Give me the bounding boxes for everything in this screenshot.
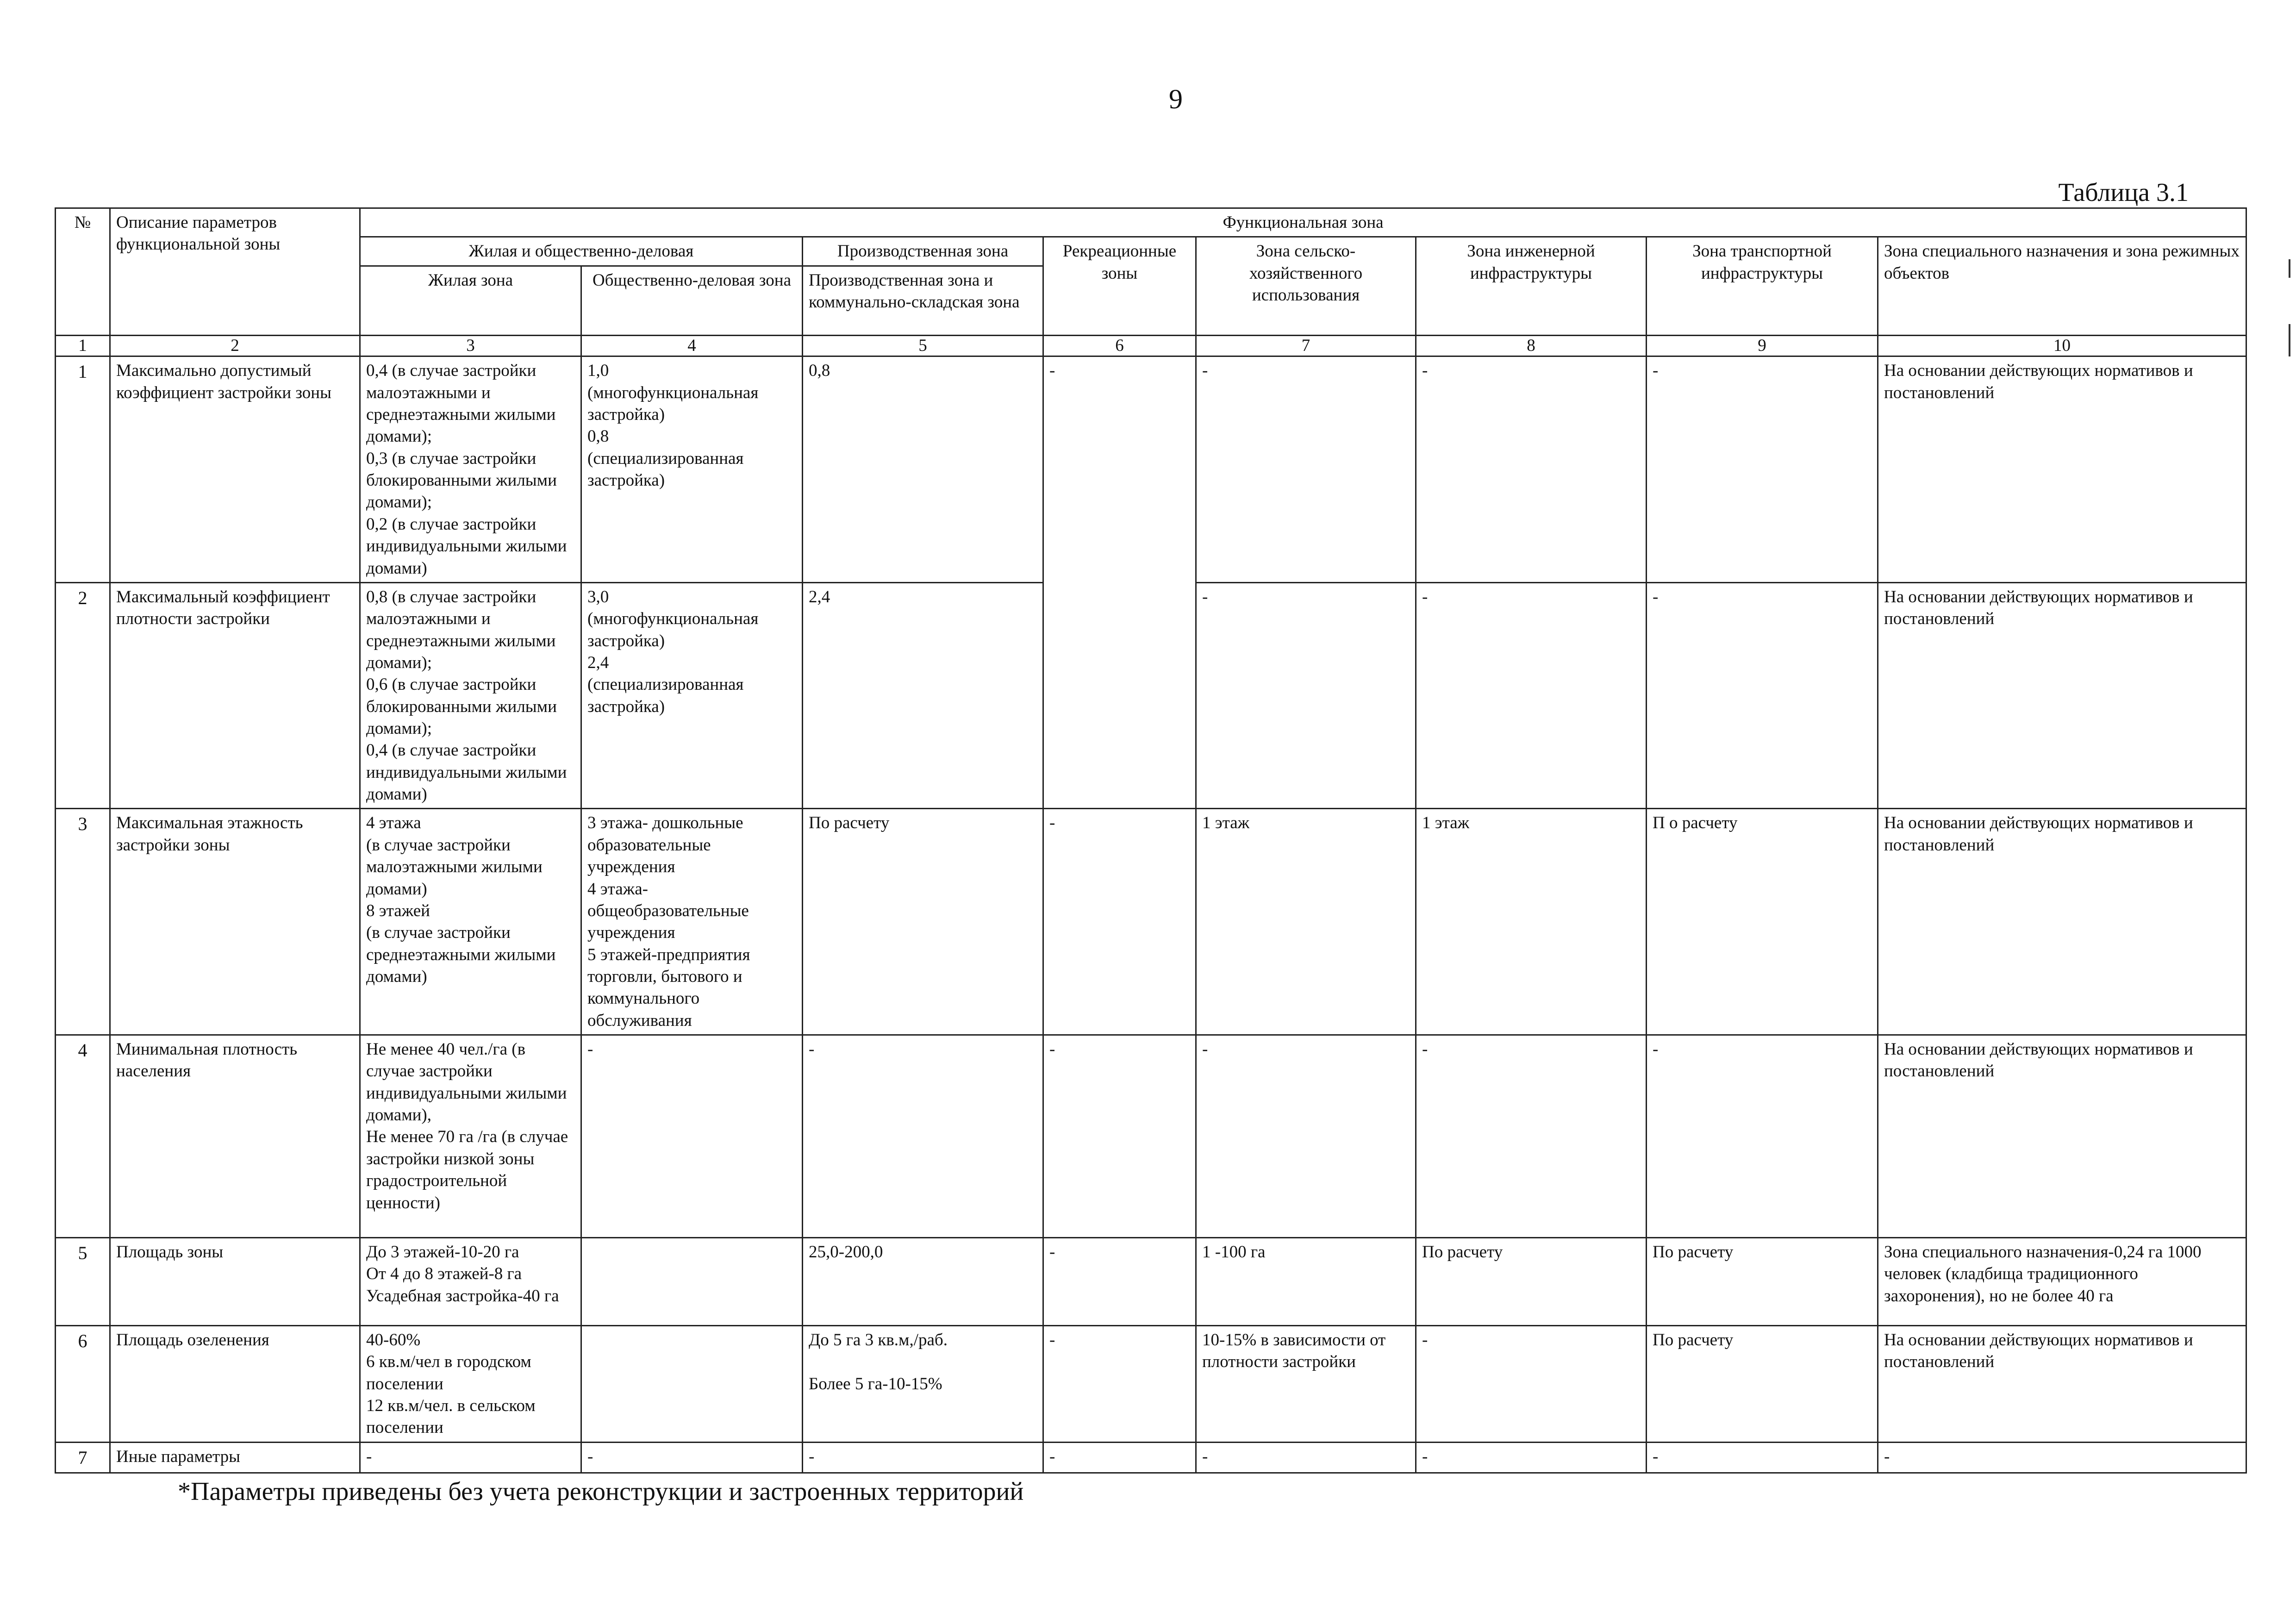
cell-special: На основании действующих нормативов и постановлений	[1878, 1326, 2246, 1443]
cell-transport: -	[1647, 582, 1878, 809]
cell-residential: До 3 этажей-10-20 га От 4 до 8 этажей-8 га Усадебная застройка-40 га	[360, 1238, 581, 1326]
cell-production: -	[803, 1442, 1043, 1473]
cell-transport: -	[1647, 356, 1878, 583]
cell-public-business: -	[581, 1442, 803, 1473]
column-number: 5	[803, 335, 1043, 356]
cell-special: На основании действующих нормативов и постановлений	[1878, 1035, 2246, 1238]
cell-agricultural: 1 -100 га	[1196, 1238, 1416, 1326]
cell-residential: 4 этажа (в случае застройки малоэтажными жилыми домами) 8 этажей (в случае застройки среднеэтажными жилыми домами)	[360, 809, 581, 1035]
column-number: 1	[56, 335, 110, 356]
table-row	[56, 809, 2246, 1035]
cell-engineering: -	[1416, 1326, 1647, 1443]
row-name: Площадь зоны	[110, 1238, 360, 1326]
row-name: Иные параметры	[110, 1442, 360, 1473]
cell-recreation: -	[1043, 1238, 1196, 1326]
cell-public-business	[581, 1238, 803, 1326]
header-transport: Зона транспортной инфраструктуры	[1647, 237, 1878, 335]
table-row	[56, 1442, 2246, 1473]
cell-public-business	[581, 1326, 803, 1443]
cell-production: 25,0-200,0	[803, 1238, 1043, 1326]
cell-residential: Не менее 40 чел./га (в случае застройки индивидуальными жилыми домами), Не менее 70 га /га (в случае застройки низкой зоны градостроительной ценности)	[360, 1035, 581, 1238]
row-number: 4	[56, 1035, 110, 1238]
header-functional-zone: Функциональная зона	[360, 208, 2246, 237]
header-production-group: Производственная зона	[803, 237, 1043, 266]
cell-residential: -	[360, 1442, 581, 1473]
table-caption: Таблица 3.1	[2058, 178, 2189, 207]
column-number: 3	[360, 335, 581, 356]
row-number: 2	[56, 582, 110, 809]
cell-special: На основании действующих нормативов и постановлений	[1878, 809, 2246, 1035]
cell-production: -	[803, 1035, 1043, 1238]
column-number: 2	[110, 335, 360, 356]
header-special: Зона специального назначения и зона режимных объектов	[1878, 237, 2246, 335]
cell-agricultural: -	[1196, 356, 1416, 583]
table-row	[56, 1035, 2246, 1238]
table-row	[56, 356, 2246, 583]
cell-production: До 5 га 3 кв.м,/раб. Более 5 га-10-15%	[803, 1326, 1043, 1443]
cell-agricultural: 10-15% в зависимости от плотности застройки	[1196, 1326, 1416, 1443]
header-engineering: Зона инженерной инфраструктуры	[1416, 237, 1647, 335]
header-residential-business-group: Жилая и общественно-деловая	[360, 237, 803, 266]
row-name: Максимальная этажность застройки зоны	[110, 809, 360, 1035]
cell-engineering: -	[1416, 356, 1647, 583]
cell-recreation: -	[1043, 356, 1196, 809]
cell-production: По расчету	[803, 809, 1043, 1035]
row-number: 3	[56, 809, 110, 1035]
row-number: 7	[56, 1442, 110, 1473]
cell-engineering: -	[1416, 1035, 1647, 1238]
cell-special: На основании действующих нормативов и постановлений	[1878, 582, 2246, 809]
cell-recreation: -	[1043, 809, 1196, 1035]
row-name: Максимально допустимый коэффициент застройки зоны	[110, 356, 360, 583]
cell-residential: 40-60% 6 кв.м/чел в городском поселении 12 кв.м/чел. в сельском поселении	[360, 1326, 581, 1443]
header-agricultural: Зона сельско-хозяйственного использования	[1196, 237, 1416, 335]
header-recreation: Рекреационные зоны	[1043, 237, 1196, 335]
cell-transport: -	[1647, 1442, 1878, 1473]
row-name: Максимальный коэффициент плотности застройки	[110, 582, 360, 809]
cell-residential: 0,8 (в случае застройки малоэтажными и среднеэтажными жилыми домами); 0,6 (в случае застройки блокированными жилыми домами); 0,4 (в случае застройки индивидуальными жилыми домами)	[360, 582, 581, 809]
cell-agricultural: -	[1196, 1442, 1416, 1473]
cell-public-business: 3 этажа- дошкольные образовательные учреждения 4 этажа- общеобразовательные учреждения 5 этажей-предприятия торговли, бытового и коммунального обслуживания	[581, 809, 803, 1035]
column-number: 7	[1196, 335, 1416, 356]
cell-recreation: -	[1043, 1442, 1196, 1473]
header-residential: Жилая зона	[360, 266, 581, 335]
cell-engineering: -	[1416, 582, 1647, 809]
cell-production: 0,8	[803, 356, 1043, 583]
table-row	[56, 1238, 2246, 1326]
header-description: Описание параметров функциональной зоны	[110, 208, 360, 336]
cell-transport: -	[1647, 1035, 1878, 1238]
page-number: 9	[1169, 84, 1183, 114]
scan-margin-mark	[2289, 259, 2290, 278]
cell-public-business: -	[581, 1035, 803, 1238]
cell-residential: 0,4 (в случае застройки малоэтажными и среднеэтажными жилыми домами); 0,3 (в случае застройки блокированными жилыми домами); 0,2 (в случае застройки индивидуальными жилыми домами)	[360, 356, 581, 583]
column-number: 8	[1416, 335, 1647, 356]
column-number: 4	[581, 335, 803, 356]
cell-engineering: -	[1416, 1442, 1647, 1473]
cell-transport: По расчету	[1647, 1238, 1878, 1326]
row-name: Площадь озеленения	[110, 1326, 360, 1443]
cell-public-business: 1,0 (многофункциональная застройка) 0,8 (специализированная застройка)	[581, 356, 803, 583]
footnote: *Параметры приведены без учета реконструкции и застроенных территорий	[178, 1477, 1024, 1506]
cell-special: -	[1878, 1442, 2246, 1473]
column-number: 9	[1647, 335, 1878, 356]
cell-transport: П о расчету	[1647, 809, 1878, 1035]
row-number: 5	[56, 1238, 110, 1326]
column-number: 10	[1878, 335, 2246, 356]
cell-engineering: 1 этаж	[1416, 809, 1647, 1035]
parameters-table	[55, 207, 2247, 1474]
cell-recreation: -	[1043, 1326, 1196, 1443]
row-number: 6	[56, 1326, 110, 1443]
row-number: 1	[56, 356, 110, 583]
table-row	[56, 1326, 2246, 1443]
cell-agricultural: -	[1196, 582, 1416, 809]
header-public-business: Общественно-деловая зона	[581, 266, 803, 335]
column-number: 6	[1043, 335, 1196, 356]
row-name: Минимальная плотность населения	[110, 1035, 360, 1238]
cell-recreation: -	[1043, 1035, 1196, 1238]
cell-special: На основании действующих нормативов и постановлений	[1878, 356, 2246, 583]
column-numbers-row	[56, 335, 2246, 356]
cell-public-business: 3,0 (многофункциональная застройка) 2,4 (специализированная застройка)	[581, 582, 803, 809]
cell-transport: По расчету	[1647, 1326, 1878, 1443]
header-num: №	[56, 208, 110, 336]
cell-production: 2,4	[803, 582, 1043, 809]
header-production: Производственная зона и коммунально-складская зона	[803, 266, 1043, 335]
scan-margin-mark	[2289, 324, 2290, 356]
cell-agricultural: -	[1196, 1035, 1416, 1238]
cell-engineering: По расчету	[1416, 1238, 1647, 1326]
cell-agricultural: 1 этаж	[1196, 809, 1416, 1035]
cell-special: Зона специального назначения-0,24 га 1000 человек (кладбища традиционного захоронения), но не более 40 га	[1878, 1238, 2246, 1326]
